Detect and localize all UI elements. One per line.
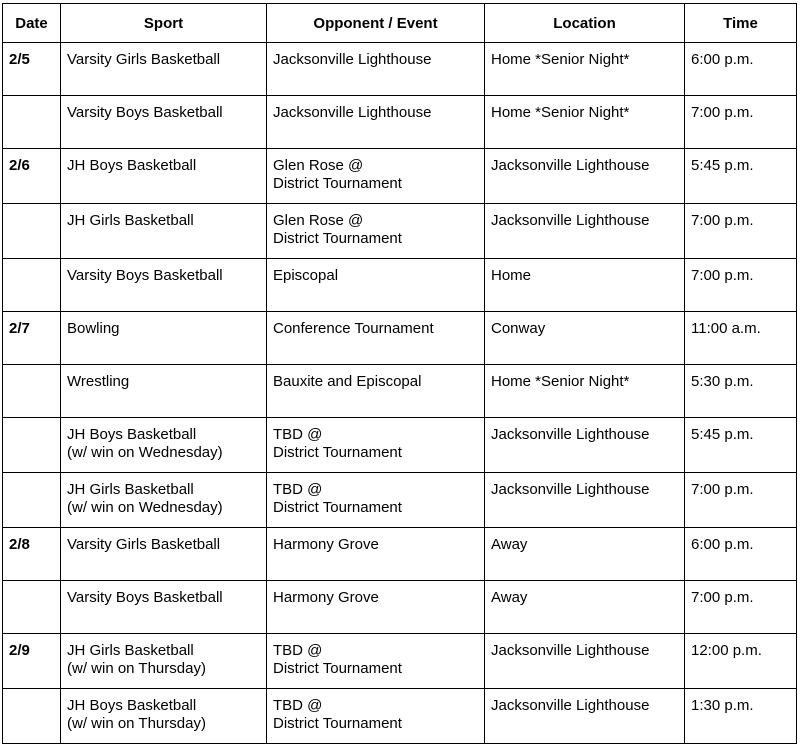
date-cell: 2/9 <box>3 634 61 689</box>
table-row <box>3 204 797 259</box>
opponent-line: Glen Rose @ <box>273 212 364 229</box>
date-cell: 2/8 <box>3 528 61 581</box>
date-cell <box>3 259 61 312</box>
opponent-cell <box>267 204 485 259</box>
opponent-cell <box>267 259 485 312</box>
location-cell: Home *Senior Night* <box>485 96 685 149</box>
table-row <box>3 689 797 744</box>
location-cell: Jacksonville Lighthouse <box>485 149 685 204</box>
schedule-table <box>2 3 797 744</box>
opponent-line: TBD @ <box>273 697 323 714</box>
sport-line: JH Girls Basketball <box>67 212 194 229</box>
time-cell: 7:00 p.m. <box>685 204 797 259</box>
sport-cell <box>61 312 267 365</box>
opponent-cell <box>267 581 485 634</box>
opponent-line: District Tournament <box>273 230 402 247</box>
date-cell: 2/5 <box>3 43 61 96</box>
table-row <box>3 581 797 634</box>
date-cell: 2/6 <box>3 149 61 204</box>
column-header-location: Location <box>485 4 685 43</box>
sport-cell <box>61 473 267 528</box>
opponent-line: Episcopal <box>273 267 339 284</box>
sport-line: Varsity Boys Basketball <box>67 267 223 284</box>
date-cell <box>3 418 61 473</box>
opponent-cell <box>267 43 485 96</box>
time-cell: 7:00 p.m. <box>685 581 797 634</box>
time-cell: 1:30 p.m. <box>685 689 797 744</box>
date-cell: 2/7 <box>3 312 61 365</box>
sport-cell <box>61 418 267 473</box>
opponent-line: Jacksonville Lighthouse <box>273 51 432 68</box>
header-row <box>3 4 797 43</box>
time-cell: 11:00 a.m. <box>685 312 797 365</box>
location-cell: Away <box>485 528 685 581</box>
time-cell: 7:00 p.m. <box>685 259 797 312</box>
location-cell: Jacksonville Lighthouse <box>485 689 685 744</box>
opponent-line: Jacksonville Lighthouse <box>273 104 432 121</box>
location-cell: Home *Senior Night* <box>485 43 685 96</box>
opponent-cell <box>267 473 485 528</box>
opponent-cell <box>267 689 485 744</box>
column-header-opponent: Opponent / Event <box>267 4 485 43</box>
table-row <box>3 312 797 365</box>
opponent-cell <box>267 418 485 473</box>
date-cell <box>3 689 61 744</box>
table-row <box>3 634 797 689</box>
table-row <box>3 149 797 204</box>
date-cell <box>3 365 61 418</box>
time-cell: 7:00 p.m. <box>685 473 797 528</box>
location-cell: Home <box>485 259 685 312</box>
sport-line: Bowling <box>67 320 120 337</box>
sport-line: Varsity Girls Basketball <box>67 51 221 68</box>
sport-line: JH Boys Basketball <box>67 157 197 174</box>
opponent-line: District Tournament <box>273 660 402 677</box>
table-row <box>3 473 797 528</box>
opponent-cell <box>267 312 485 365</box>
location-cell: Home *Senior Night* <box>485 365 685 418</box>
date-cell <box>3 581 61 634</box>
time-cell: 6:00 p.m. <box>685 528 797 581</box>
time-cell: 6:00 p.m. <box>685 43 797 96</box>
sport-cell <box>61 365 267 418</box>
opponent-line: District Tournament <box>273 499 402 516</box>
opponent-cell <box>267 528 485 581</box>
opponent-cell <box>267 149 485 204</box>
opponent-line: TBD @ <box>273 481 323 498</box>
time-cell: 7:00 p.m. <box>685 96 797 149</box>
sport-line: (w/ win on Thursday) <box>67 715 206 732</box>
sport-cell <box>61 581 267 634</box>
opponent-line: District Tournament <box>273 444 402 461</box>
sport-line: JH Boys Basketball <box>67 697 197 714</box>
table-row <box>3 418 797 473</box>
location-cell: Jacksonville Lighthouse <box>485 473 685 528</box>
sport-line: Varsity Boys Basketball <box>67 104 223 121</box>
time-cell: 5:45 p.m. <box>685 418 797 473</box>
date-cell <box>3 473 61 528</box>
column-header-date: Date <box>3 4 61 43</box>
location-cell: Jacksonville Lighthouse <box>485 204 685 259</box>
time-cell: 5:30 p.m. <box>685 365 797 418</box>
time-cell: 5:45 p.m. <box>685 149 797 204</box>
location-cell: Jacksonville Lighthouse <box>485 634 685 689</box>
sport-cell <box>61 96 267 149</box>
sport-line: JH Girls Basketball <box>67 642 194 659</box>
sport-line: Wrestling <box>67 373 130 390</box>
sport-cell <box>61 149 267 204</box>
opponent-line: District Tournament <box>273 715 402 732</box>
sport-cell <box>61 689 267 744</box>
date-cell <box>3 96 61 149</box>
table-row <box>3 259 797 312</box>
location-cell: Jacksonville Lighthouse <box>485 418 685 473</box>
sport-line: Varsity Boys Basketball <box>67 589 223 606</box>
table-row <box>3 528 797 581</box>
sport-line: JH Girls Basketball <box>67 481 194 498</box>
time-cell: 12:00 p.m. <box>685 634 797 689</box>
opponent-line: Bauxite and Episcopal <box>273 373 422 390</box>
sport-cell <box>61 634 267 689</box>
sport-line: JH Boys Basketball <box>67 426 197 443</box>
sport-cell <box>61 259 267 312</box>
sport-line: (w/ win on Thursday) <box>67 660 206 677</box>
location-cell: Conway <box>485 312 685 365</box>
sport-cell <box>61 204 267 259</box>
column-header-sport: Sport <box>61 4 267 43</box>
sport-cell <box>61 43 267 96</box>
table-row <box>3 365 797 418</box>
opponent-line: Conference Tournament <box>273 320 434 337</box>
date-cell <box>3 204 61 259</box>
opponent-line: Harmony Grove <box>273 589 379 606</box>
sport-cell <box>61 528 267 581</box>
opponent-line: Harmony Grove <box>273 536 379 553</box>
opponent-cell <box>267 96 485 149</box>
opponent-line: TBD @ <box>273 426 323 443</box>
opponent-line: District Tournament <box>273 175 402 192</box>
opponent-cell <box>267 634 485 689</box>
sport-line: (w/ win on Wednesday) <box>67 499 223 516</box>
opponent-cell <box>267 365 485 418</box>
column-header-time: Time <box>685 4 797 43</box>
location-cell: Away <box>485 581 685 634</box>
sport-line: (w/ win on Wednesday) <box>67 444 223 461</box>
table-row <box>3 43 797 96</box>
opponent-line: TBD @ <box>273 642 323 659</box>
table-row <box>3 96 797 149</box>
sport-line: Varsity Girls Basketball <box>67 536 221 553</box>
opponent-line: Glen Rose @ <box>273 157 364 174</box>
